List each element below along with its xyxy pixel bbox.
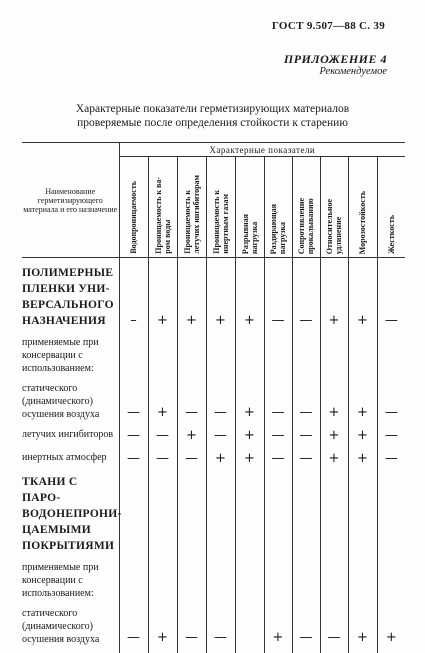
- column-header-text: Разрывная нагрузка: [240, 213, 259, 254]
- column-header-8: [320, 157, 348, 258]
- table-cell: +: [320, 428, 348, 444]
- table-cell: —: [377, 428, 405, 444]
- table-cell: +: [348, 428, 377, 444]
- row-label: применяемые при консервации с использованием:: [22, 337, 99, 374]
- table-cell: —: [264, 451, 292, 467]
- column-header-text: Относительное удлинение: [325, 198, 343, 254]
- table-cell: [377, 561, 405, 600]
- table-cell: +: [148, 265, 177, 329]
- column-header-text: Сопротивление прокалыванию: [297, 197, 315, 254]
- table-cell: —: [292, 382, 320, 421]
- table-cell: —: [148, 428, 177, 444]
- table-cell: —: [206, 428, 235, 444]
- column-header-text: Раздирающая нагрузка: [269, 203, 287, 254]
- table-cell: —: [119, 382, 148, 421]
- column-header-text: Морозостойкость: [358, 190, 367, 254]
- row-label: ПОЛИМЕРНЫЕ ПЛЕНКИ УНИ- ВЕРСАЛЬНОГО НАЗНАЧЕНИЯ: [22, 267, 114, 327]
- table-cell: —: [206, 607, 235, 646]
- table-cell: [320, 336, 348, 375]
- table-cell: —: [177, 451, 206, 467]
- table-cell: [292, 561, 320, 600]
- column-header-10: [377, 157, 405, 258]
- table-cell: +: [377, 607, 405, 646]
- table-row: [22, 451, 405, 467]
- column-header-text: Проницаемость к летучих ингибиторам: [182, 175, 201, 254]
- table-cell: +: [206, 265, 235, 329]
- table-cell: [148, 561, 177, 600]
- table-row: [22, 561, 405, 600]
- table-row: [22, 265, 405, 329]
- table-cell: +: [148, 607, 177, 646]
- table-cell: [177, 561, 206, 600]
- table-cell: —: [148, 451, 177, 467]
- table-cell: —: [292, 428, 320, 444]
- table-cell: [235, 607, 264, 646]
- page-header-code: ГОСТ 9.507—88 С. 39: [271, 20, 385, 32]
- table-cell: +: [348, 265, 377, 329]
- row-label: статического (динамического) осушения воздуха: [22, 383, 100, 420]
- row-label: инертных атмосфер: [22, 452, 107, 463]
- table-cell: +: [348, 607, 377, 646]
- table-cell: —: [177, 607, 206, 646]
- table-cell: —: [377, 451, 405, 467]
- table-cell: —: [377, 265, 405, 329]
- table-cell: —: [264, 428, 292, 444]
- table-cell: [177, 336, 206, 375]
- table-cell: +: [348, 382, 377, 421]
- table-cell: +: [348, 451, 377, 467]
- row-label: применяемые при консервации с использованием:: [22, 562, 99, 599]
- table-cell: +: [320, 451, 348, 467]
- column-header-text: Жесткость: [386, 215, 396, 254]
- column-header-2: [148, 157, 177, 258]
- table-cell: [348, 474, 377, 554]
- table-cell: [377, 474, 405, 554]
- table-row: [22, 607, 405, 646]
- table-cell: —: [264, 382, 292, 421]
- table-cell: [264, 336, 292, 375]
- document-title-line-2: проверяемые после определения стойкости к старению: [77, 117, 348, 129]
- table-cell: [320, 561, 348, 600]
- table-cell: [148, 336, 177, 375]
- table-cell: [206, 474, 235, 554]
- table-cell: [206, 561, 235, 600]
- table-cell: [235, 561, 264, 600]
- table-cell: [119, 474, 148, 554]
- row-label: ТКАНИ С ПАРО- ВОДОНЕПРОНИ- ЦАЕМЫМИ ПОКРЫТИЯМИ: [22, 476, 122, 552]
- table-cell: [292, 336, 320, 375]
- table-row: [22, 382, 405, 421]
- table-cell: [348, 561, 377, 600]
- row-label: летучих ингибиторов: [22, 429, 114, 440]
- table-cell: [119, 561, 148, 600]
- row-label: статического (динамического) осушения воздуха: [22, 608, 100, 645]
- table-cell: —: [177, 382, 206, 421]
- column-header-1: [119, 157, 148, 258]
- material-name-header-text: Наименование герметизирующего материала и его назначение: [23, 186, 118, 214]
- material-name-header: [22, 143, 119, 258]
- column-header-5: [235, 157, 264, 258]
- appendix-status: Рекомендуемое: [319, 66, 387, 77]
- table-cell: —: [119, 428, 148, 444]
- table-cell: +: [320, 382, 348, 421]
- table-cell: [264, 561, 292, 600]
- table-cell: +: [177, 265, 206, 329]
- table-cell: —: [206, 382, 235, 421]
- column-header-4: [206, 157, 235, 258]
- table-row: [22, 474, 405, 554]
- column-header-7: [292, 157, 320, 258]
- table-cell: +: [235, 265, 264, 329]
- table-cell: +: [235, 428, 264, 444]
- table-cell: [292, 474, 320, 554]
- table-cell: [320, 474, 348, 554]
- table-cell: —: [119, 607, 148, 646]
- table-cell: —: [264, 265, 292, 329]
- column-header-text: Проницаемость к инертным газам: [211, 190, 230, 254]
- column-header-9: [348, 157, 377, 258]
- table-cell: [206, 336, 235, 375]
- table-cell: —: [292, 265, 320, 329]
- table-cell: —: [292, 607, 320, 646]
- table-cell: +: [235, 451, 264, 467]
- indicators-table: [22, 142, 405, 653]
- table-cell: —: [119, 451, 148, 467]
- table-row: [22, 428, 405, 444]
- column-header-6: [264, 157, 292, 258]
- column-header-3: [177, 157, 206, 258]
- table-cell: [348, 336, 377, 375]
- table-cell: —: [320, 607, 348, 646]
- indicators-group-header: Характерные показатели: [119, 143, 405, 157]
- table-cell: [377, 336, 405, 375]
- document-title: [0, 102, 425, 130]
- document-title-line-1: Характерные показатели герметизирующих материалов: [75, 103, 350, 115]
- appendix-title: ПРИЛОЖЕНИЕ 4: [283, 52, 387, 66]
- table-cell: [235, 336, 264, 375]
- table-cell: +: [264, 607, 292, 646]
- table-cell: —: [377, 382, 405, 421]
- column-header-text: Водопроницаемость: [129, 181, 138, 254]
- table-row: [22, 336, 405, 375]
- table-cell: [119, 336, 148, 375]
- table-cell: +: [235, 382, 264, 421]
- table-cell: +: [148, 382, 177, 421]
- table-cell: [235, 474, 264, 554]
- table-cell: [264, 474, 292, 554]
- table-cell: +: [320, 265, 348, 329]
- table-cell: +: [177, 428, 206, 444]
- table-cell: —: [292, 451, 320, 467]
- table-cell: [148, 474, 177, 554]
- table-cell: –: [119, 265, 148, 329]
- table-cell: [177, 474, 206, 554]
- column-header-text: Проницаемость к ва- ром воды: [153, 177, 172, 254]
- table-cell: +: [206, 451, 235, 467]
